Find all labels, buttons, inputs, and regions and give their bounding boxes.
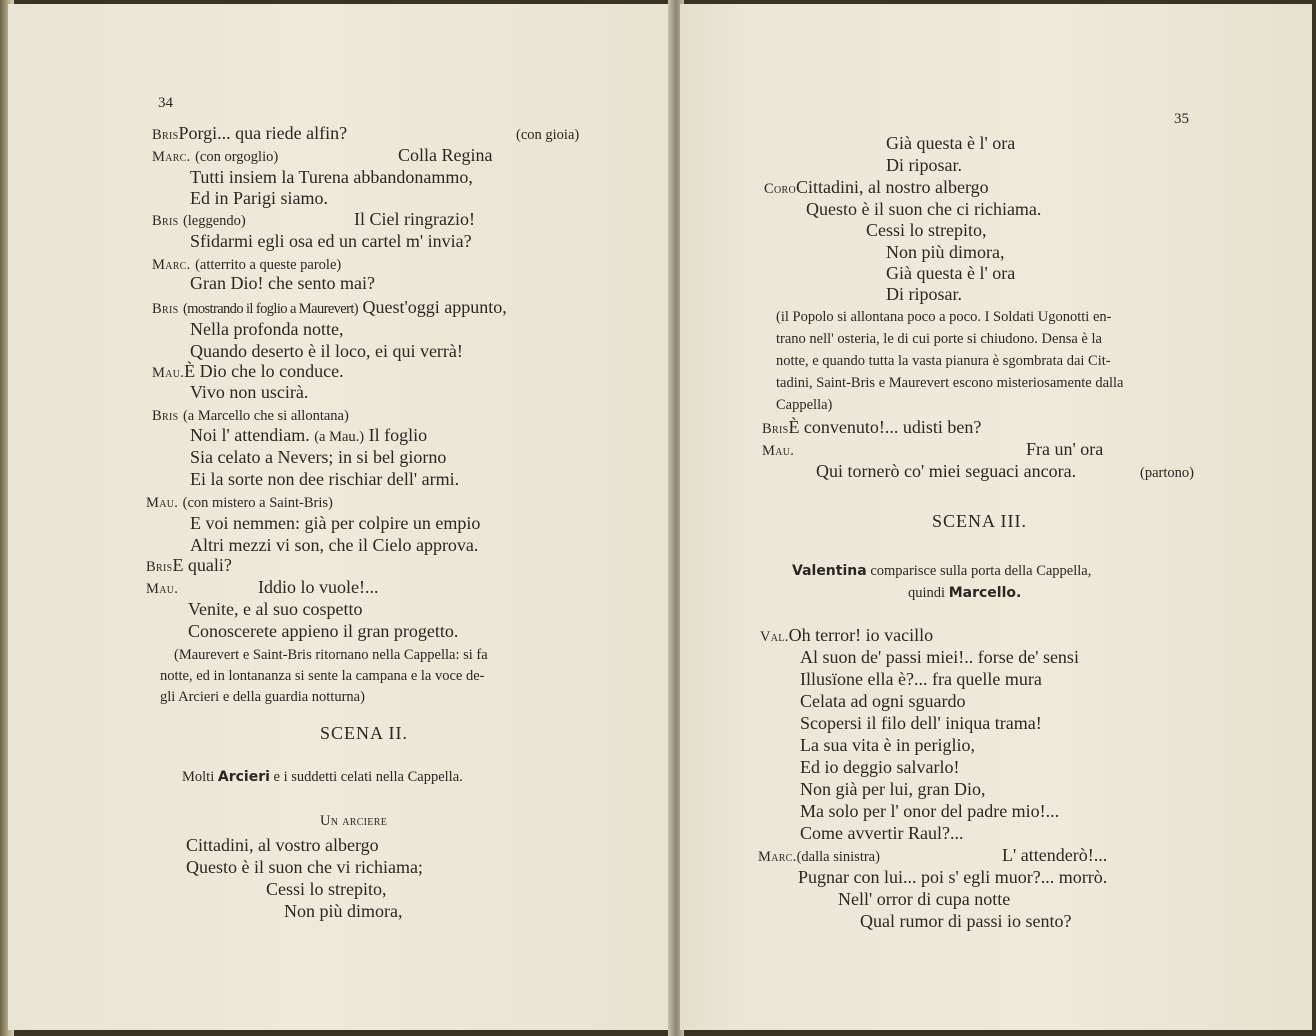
stage-direction: trano nell' osteria, le di cui porte si chiudono. Densa è la — [776, 331, 1102, 347]
dialogue-line: BrisE quali? — [146, 555, 232, 575]
dialogue-line: Bris (leggendo) — [152, 213, 246, 229]
dialogue-line: Colla Regina — [398, 145, 493, 165]
dialogue-line: Al suon de' passi miei!.. forse de' sensi — [800, 647, 1079, 667]
stage-direction: (partono) — [1140, 465, 1194, 481]
chorus-line: Non più dimora, — [886, 242, 1005, 262]
dialogue-line: Mau.È Dio che lo conduce. — [152, 361, 344, 381]
chorus-line: Non più dimora, — [284, 901, 403, 921]
stage-direction: (con gioia) — [516, 127, 580, 143]
dialogue-line: Noi l' attendiam. (a Mau.) Il foglio — [190, 425, 428, 445]
dialogue-line: Qui tornerò co' miei seguaci ancora. — [816, 461, 1077, 481]
page-number: 35 — [1174, 111, 1189, 127]
speaker: Un arciere — [320, 813, 388, 829]
dialogue-line: Sia celato a Nevers; in si bel giorno — [190, 447, 447, 467]
dialogue-line: L' attenderò!... — [1002, 845, 1108, 865]
dialogue-line: Sfidarmi egli osa ed un cartel m' invia? — [190, 231, 472, 251]
dialogue-line: E voi nemmen: già per colpire un empio — [190, 513, 481, 533]
stage-direction: gli Arcieri e della guardia notturna) — [160, 689, 365, 705]
right-page — [680, 4, 1312, 1030]
dialogue-line: Mau. (con mistero a Saint-Bris) — [146, 495, 333, 511]
scene-description: Molti Arcieri e i suddetti celati nella Cappella. — [182, 769, 463, 785]
dialogue-line: CoroCittadini, al nostro albergo — [764, 177, 989, 197]
dialogue-line: Ma solo per l' onor del padre mio!... — [800, 801, 1060, 821]
scene-title: SCENA II. — [320, 723, 409, 743]
dialogue-line: Il Ciel ringrazio! — [354, 209, 475, 229]
dialogue-line: Nell' orror di cupa notte — [838, 889, 1011, 909]
stage-direction: (Maurevert e Saint-Bris ritornano nella Cappella: si fa — [174, 647, 488, 663]
dialogue-line: La sua vita è in periglio, — [800, 735, 975, 755]
chorus-line: Cittadini, al vostro albergo — [186, 835, 379, 855]
chorus-line: Questo è il suon che vi richiama; — [186, 857, 423, 877]
dialogue-line: Altri mezzi vi son, che il Cielo approva. — [190, 535, 479, 555]
chorus-line: Già questa è l' ora — [886, 263, 1016, 283]
dialogue-line: Marc. (atterrito a queste parole) — [152, 257, 342, 273]
dialogue-line: Tutti insiem la Turena abbandonammo, — [190, 167, 473, 187]
dialogue-line: Mau. — [762, 443, 795, 459]
dialogue-line: Ei la sorte non dee rischiar dell' armi. — [190, 469, 460, 489]
chorus-line: Cessi lo strepito, — [866, 220, 987, 240]
dialogue-line: Quando deserto è il loco, ei qui verrà! — [190, 341, 463, 361]
dialogue-line: Vivo non uscirà. — [190, 382, 309, 402]
chorus-line: Questo è il suon che ci richiama. — [806, 199, 1042, 219]
dialogue-line: Gran Dio! che sento mai? — [190, 273, 375, 293]
dialogue-line: BrisPorgi... qua riede alfin? — [152, 123, 348, 143]
dialogue-line: Marc.(dalla sinistra) — [758, 849, 880, 865]
dialogue-line: Nella profonda notte, — [190, 319, 344, 339]
dialogue-line: Iddio lo vuole!... — [258, 577, 379, 597]
dialogue-line: Non già per lui, gran Dio, — [800, 779, 986, 799]
stage-direction: (il Popolo si allontana poco a poco. I Soldati Ugonotti en- — [776, 309, 1112, 325]
dialogue-line: Come avvertir Raul?... — [800, 823, 964, 843]
dialogue-line: Ed io deggio salvarlo! — [800, 757, 960, 777]
dialogue-line: BrisÈ convenuto!... udisti ben? — [762, 417, 982, 437]
dialogue-line: Mau. — [146, 581, 179, 597]
dialogue-line: Venite, e al suo cospetto — [188, 599, 363, 619]
dialogue-line: Illusïone ella è?... fra quelle mura — [800, 669, 1042, 689]
dialogue-line: Marc. (con orgoglio) — [152, 149, 279, 165]
dialogue-line: Fra un' ora — [1026, 439, 1104, 459]
dialogue-line: Conoscerete appieno il gran progetto. — [188, 621, 459, 641]
chorus-line: Cessi lo strepito, — [266, 879, 387, 899]
page-number: 34 — [158, 95, 173, 111]
dialogue-line: Bris (mostrando il foglio a Maurevert) Quest'oggi appunto, — [152, 297, 507, 317]
dialogue-line: Già questa è l' ora — [886, 133, 1016, 153]
dialogue-line: Bris (a Marcello che si allontana) — [152, 408, 349, 424]
dialogue-line: Val.Oh terror! io vacillo — [760, 625, 934, 645]
dialogue-line: Qual rumor di passi io sento? — [860, 911, 1072, 931]
stage-direction: notte, ed in lontananza si sente la campana e la voce de- — [160, 668, 485, 684]
dialogue-line: Scopersi il filo dell' iniqua trama! — [800, 713, 1042, 733]
stage-direction: tadini, Saint-Bris e Maurevert escono misteriosamente dalla — [776, 375, 1124, 391]
stage-direction: notte, e quando tutta la vasta pianura è sgombrata dai Cit- — [776, 353, 1111, 369]
dialogue-line: Pugnar con lui... poi s' egli muor?... morrò. — [798, 867, 1108, 887]
scene-description: quindi Marcello. — [908, 585, 1022, 601]
scene-description: Valentina comparisce sulla porta della Cappella, — [792, 563, 1092, 579]
scene-title: SCENA III. — [932, 511, 1027, 531]
dialogue-line: Celata ad ogni sguardo — [800, 691, 966, 711]
chorus-line: Di riposar. — [886, 284, 962, 304]
stage-direction: Cappella) — [776, 397, 833, 413]
dialogue-line: Ed in Parigi siamo. — [190, 188, 328, 208]
left-page — [8, 4, 676, 1030]
dialogue-line: Di riposar. — [886, 155, 962, 175]
